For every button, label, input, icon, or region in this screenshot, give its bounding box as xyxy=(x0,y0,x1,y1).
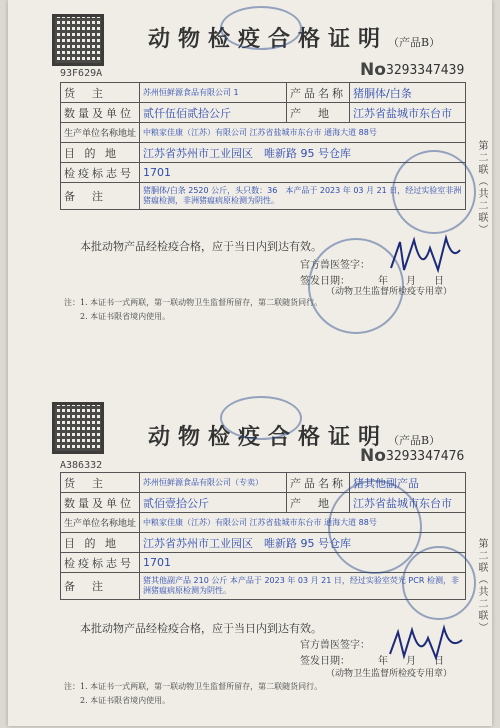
product-label: 产品名称 xyxy=(287,473,350,493)
mark-value: 1701 xyxy=(140,163,466,183)
footnotes: 注：1. 本证书一式两联，第一联动物卫生监督所留存，第二联随货同行。 2. 本证书限省境内使用。 xyxy=(64,682,323,705)
remark-label: 备 注 xyxy=(61,183,140,210)
destination-label: 目 的 地 xyxy=(61,143,140,163)
origin-label: 生产单位名称地址 xyxy=(61,513,140,533)
owner-value: 苏州恒鲜源食品有限公司（专卖） xyxy=(140,473,287,493)
owner-label: 货 主 xyxy=(61,83,140,103)
origin-label: 生产单位名称地址 xyxy=(61,123,140,143)
product-value: 猪胴体/白条 xyxy=(350,83,466,103)
official-seal-icon xyxy=(220,6,302,50)
number-label: No xyxy=(360,446,386,466)
origin-value: 中粮家佳康（江苏）有限公司 江苏省盐城市东台市 通海大道 88号 xyxy=(140,513,466,533)
product-label: 产品名称 xyxy=(287,83,350,103)
signature-icon xyxy=(386,230,466,280)
mark-label: 检疫标志号 xyxy=(61,163,140,183)
destination-label: 目 的 地 xyxy=(61,533,140,553)
owner-label: 货 主 xyxy=(61,473,140,493)
certificate-1 xyxy=(8,0,492,360)
place-label: 产 地 xyxy=(287,493,350,513)
remark-value: 猪胴体/白条 2520 公斤，头只数：36 本产品于 2023 年 03 月 21 日，经过实验室非洲猪瘟检测，非洲猪瘟病原检测为阴性。 xyxy=(140,183,466,210)
place-value: 江苏省盐城市东台市 xyxy=(350,493,466,513)
stamp-note: （动物卫生监督所检疫专用章） xyxy=(326,287,453,297)
qty-label: 数量及单位 xyxy=(61,493,140,513)
destination-value: 江苏省苏州市工业园区 唯新路 95 号仓库 xyxy=(140,533,466,553)
origin-value: 中粮家佳康（江苏）有限公司 江苏省盐城市东台市 通海大道 88号 xyxy=(140,123,466,143)
serial-code: A386332 xyxy=(60,460,103,471)
qty-value: 贰佰壹拾公斤 xyxy=(140,493,287,513)
date-marks: 年月日 xyxy=(378,276,462,287)
certificate-title: 动物检疫合格证明（产品B） xyxy=(148,26,441,52)
issue-date-label: 签发日期： xyxy=(300,276,350,287)
province-seal-icon xyxy=(392,150,476,234)
place-value: 江苏省盐城市东台市 xyxy=(350,103,466,123)
qr-code-icon xyxy=(52,14,104,66)
certificate-number: 3293347439 xyxy=(386,63,465,78)
validity-statement: 本批动物产品经检疫合格，应于当日内到达有效。 xyxy=(80,240,322,253)
inspection-seal-icon xyxy=(328,480,422,574)
province-seal-icon xyxy=(402,546,476,620)
signature-label: 官方兽医签字： xyxy=(300,260,370,271)
serial-code: 93F629A xyxy=(60,68,103,79)
certificate-2 xyxy=(8,368,492,728)
certificate-title: 动物检疫合格证明（产品B） xyxy=(148,424,441,450)
footnotes: 注：1. 本证书一式两联，第一联动物卫生监督所留存，第二联随货同行。 2. 本证书限省境内使用。 xyxy=(64,298,323,321)
mark-label: 检疫标志号 xyxy=(61,553,140,573)
qty-label: 数量及单位 xyxy=(61,103,140,123)
certificate-number: 3293347476 xyxy=(386,449,465,464)
product-value: 猪其他副产品 xyxy=(350,473,466,493)
number-label: No xyxy=(360,60,386,80)
stamp-note: （动物卫生监督所检疫专用章） xyxy=(326,669,453,679)
destination-value: 江苏省苏州市工业园区 唯新路 95 号仓库 xyxy=(140,143,466,163)
mark-value: 1701 xyxy=(140,553,466,573)
copy-label: 第二联（共二联） xyxy=(476,538,487,634)
owner-value: 苏州恒鲜源食品有限公司 1 xyxy=(140,83,287,103)
document-sheet xyxy=(8,0,492,726)
official-seal-icon xyxy=(220,396,302,440)
signature-icon xyxy=(386,618,466,668)
qty-value: 贰仟伍佰贰拾公斤 xyxy=(140,103,287,123)
validity-statement: 本批动物产品经检疫合格，应于当日内到达有效。 xyxy=(80,622,322,635)
date-marks: 年月日 xyxy=(378,656,462,667)
signature-label: 官方兽医签字： xyxy=(300,640,370,651)
qr-code-icon xyxy=(52,402,104,454)
remark-value: 猪其他副产品 210 公斤 本产品于 2023 年 03 月 21 日，经过实验室荧光 PCR 检测，非洲猪瘟病原检测为阴性。 xyxy=(140,573,466,600)
remark-label: 备 注 xyxy=(61,573,140,600)
issue-date-label: 签发日期： xyxy=(300,656,350,667)
place-label: 产 地 xyxy=(287,103,350,123)
copy-label: 第二联（共二联） xyxy=(476,140,487,236)
